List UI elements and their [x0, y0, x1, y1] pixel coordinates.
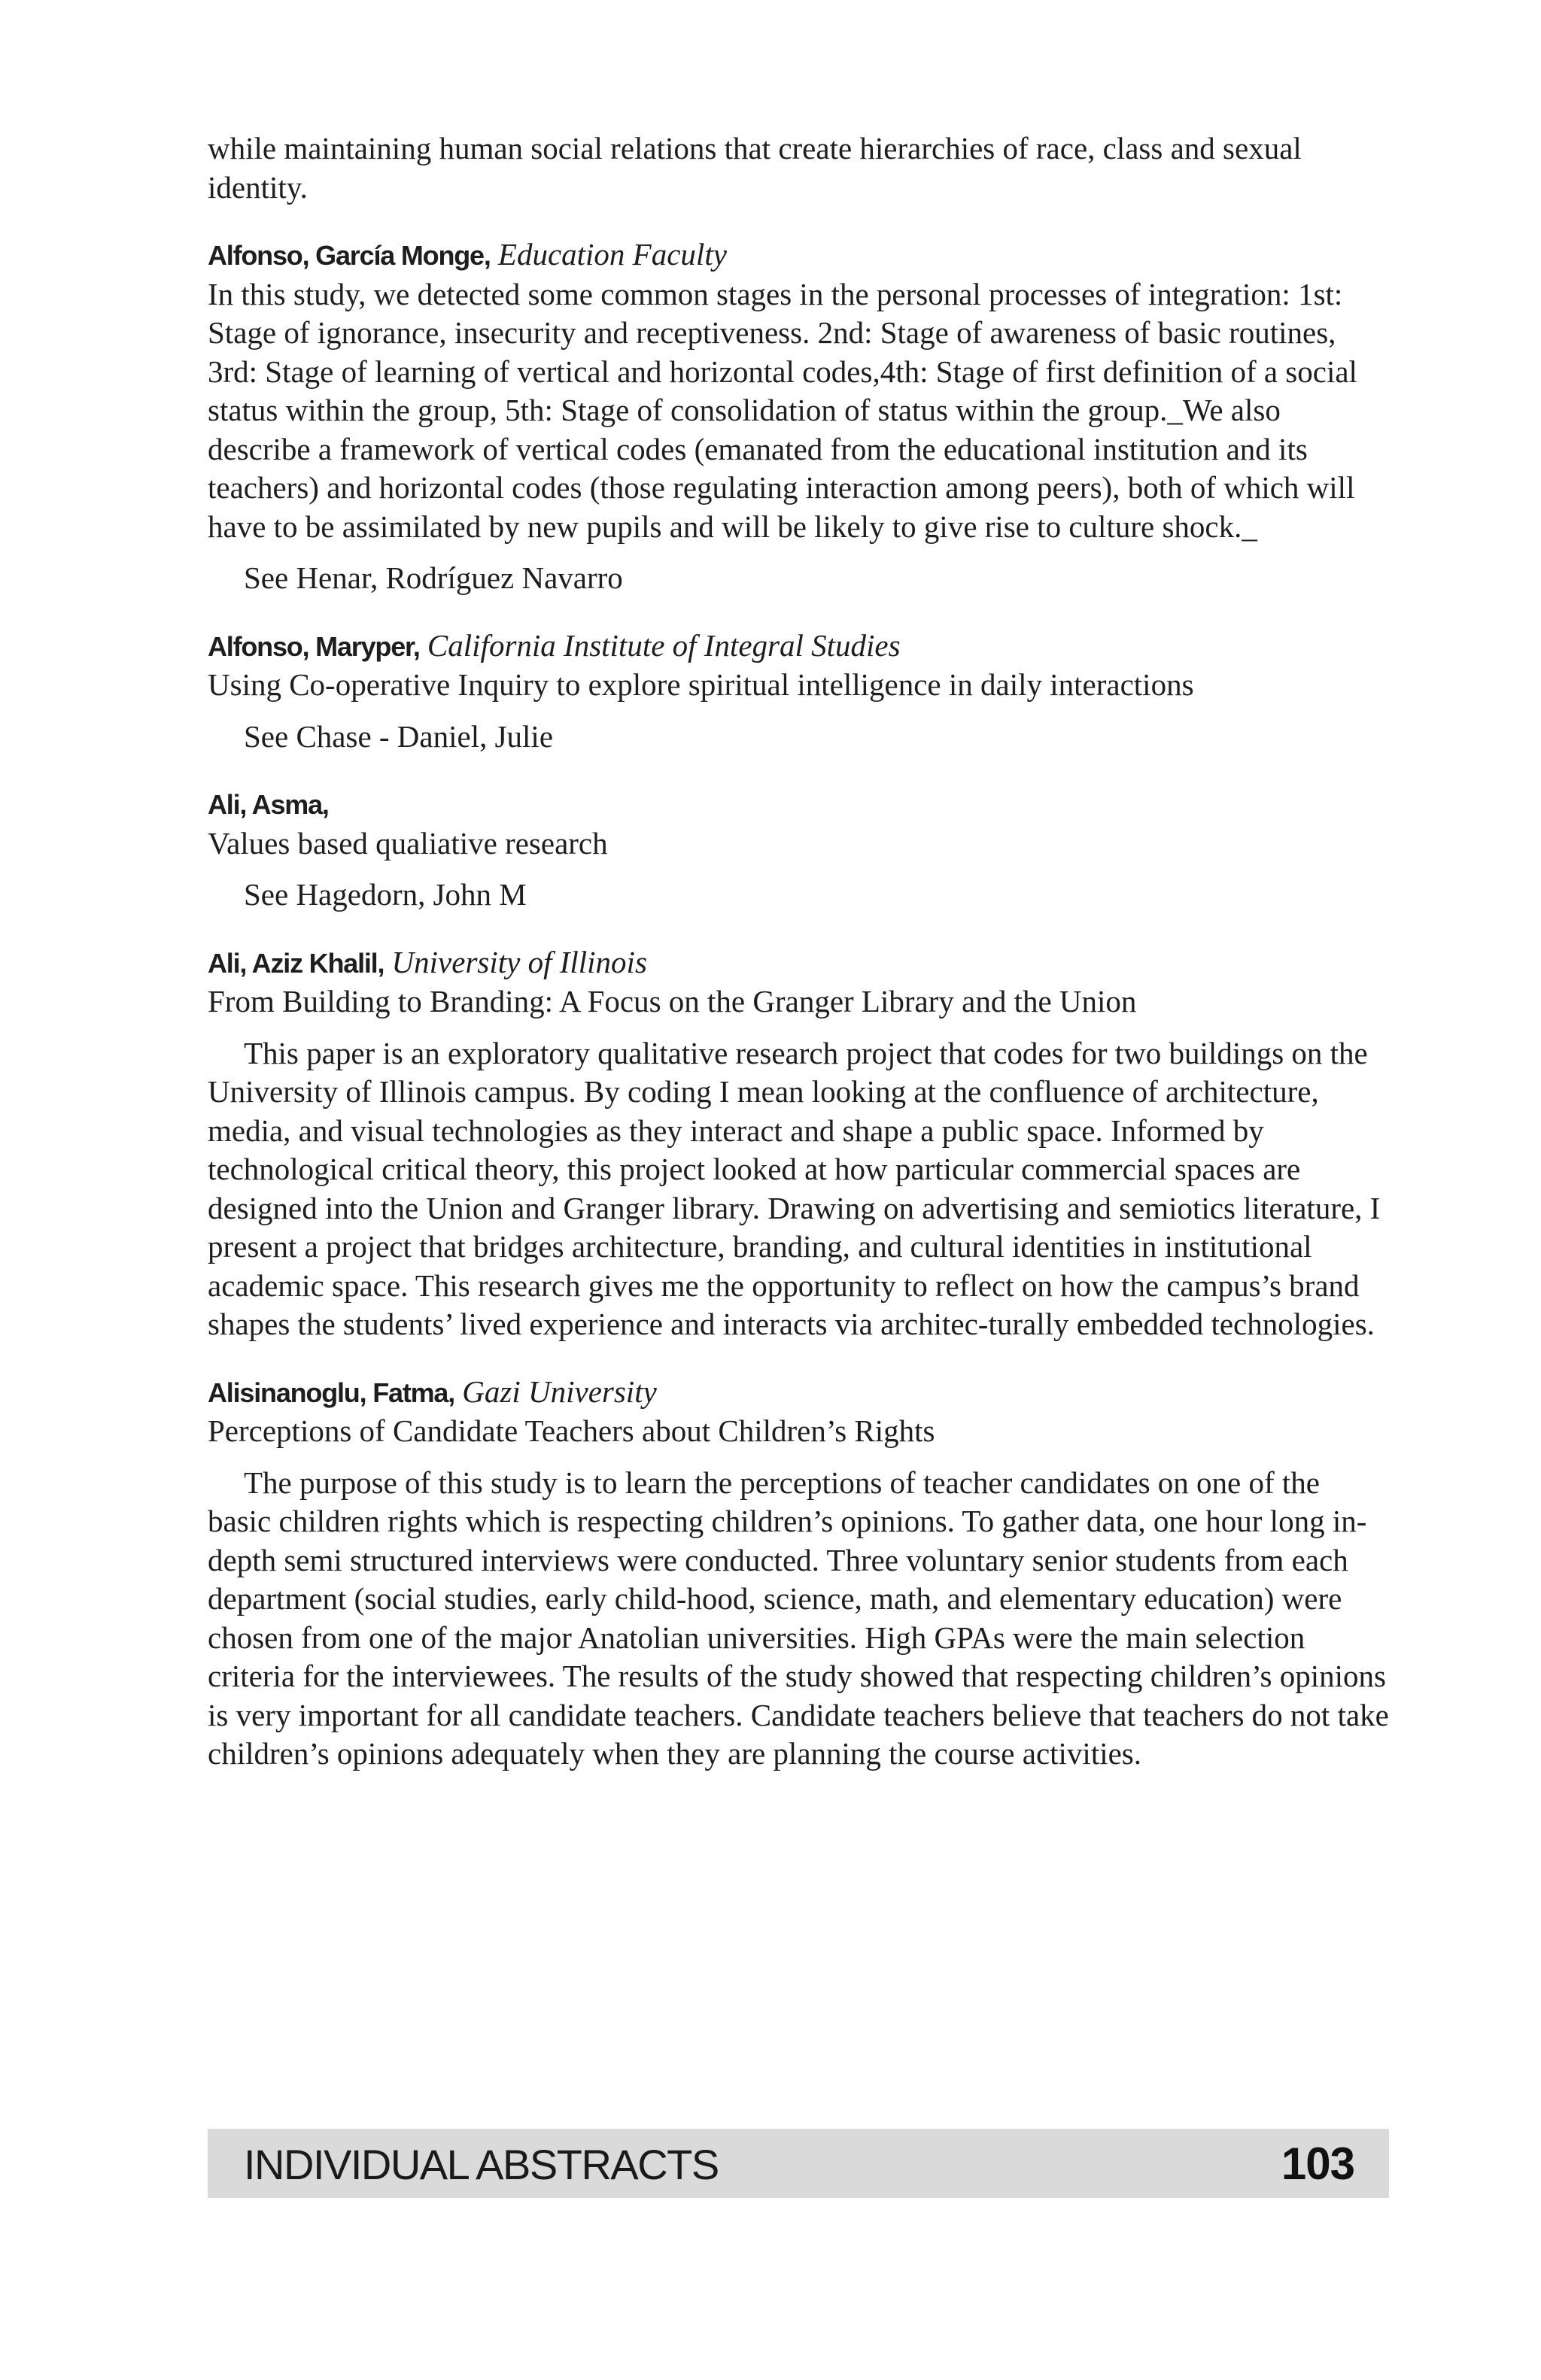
paper-title: Perceptions of Candidate Teachers about Children’s Rights — [208, 1413, 935, 1448]
abstract-text: The purpose of this study is to learn the perceptions of teacher candidates on one of the basic children rights which is respecting children’s opinions. To gather data, one hour long in-depth semi structured interviews were conducted. Three voluntary senior students from each department (social studies, early child-hood, science, math, and elementary education) were chosen from one of the major Anatolian universities. High GPAs were the main selection criteria for the interviewees. The results of the study showed that respecting children’s opinions is very important for all candidate teachers. Candidate teachers believe that teachers do not take children’s opinions adequately when they are planning the course activities. — [208, 1465, 1389, 1771]
paper-title: Values based qualiative research — [208, 825, 608, 861]
abstract-entry — [208, 235, 1389, 598]
continuation-text: while maintaining human social relations that create hierarchies of race, class and sexual identity. — [208, 131, 1302, 205]
paper-title: From Building to Branding: A Focus on the Granger Library and the Union — [208, 984, 1137, 1018]
abstract-entry — [208, 1373, 1389, 1774]
entry-heading — [208, 235, 1389, 275]
section-label: INDIVIDUAL ABSTRACTS — [244, 2141, 719, 2188]
page-body — [208, 129, 1389, 1774]
see-reference: See Hagedorn, John M — [244, 877, 527, 912]
abstract-entry — [208, 627, 1389, 757]
page-number: 103 — [1281, 2139, 1354, 2189]
abstract-entry — [208, 943, 1389, 1344]
entry-heading — [208, 627, 1389, 666]
entry-heading — [208, 943, 1389, 983]
author-name: Ali, Aziz Khalil, — [208, 947, 384, 979]
author-name: Alfonso, Maryper, — [208, 630, 420, 662]
paper-title: Using Co-operative Inquiry to explore spiritual intelligence in daily interactions — [208, 667, 1194, 702]
affiliation: Gazi University — [462, 1374, 657, 1409]
see-reference: See Henar, Rodríguez Navarro — [244, 560, 623, 595]
entry-heading — [208, 785, 1389, 824]
abstract-text: This paper is an exploratory qualitative research project that codes for two buildings on the University of Illinois campus. By coding I mean looking at the confluence of architecture, media, and visual technologies as they interact and shape a public space. Informed by technological critical theory, this project looked at how particular commercial spaces are designed into the Union and Granger library. Drawing on advertising and semiotics literature, I present a project that bridges architecture, branding, and cultural identities in institutional academic space. This research gives me the opportunity to reflect on how the campus’s brand shapes the students’ lived experience and interacts via architec-turally embedded technologies. — [208, 1035, 1381, 1341]
abstract-entry — [208, 785, 1389, 915]
entry-heading — [208, 1373, 1389, 1413]
affiliation: University of Illinois — [391, 944, 647, 979]
author-name: Ali, Asma, — [208, 789, 329, 820]
author-name: Alisinanoglu, Fatma, — [208, 1377, 455, 1408]
affiliation: California Institute of Integral Studies — [427, 627, 901, 663]
see-reference: See Chase - Daniel, Julie — [244, 718, 554, 754]
affiliation: Education Faculty — [497, 237, 727, 272]
author-name: Alfonso, García Monge, — [208, 240, 491, 271]
page-footer — [208, 2129, 1389, 2198]
abstract-text: In this study, we detected some common stages in the personal processes of integration: 1st: Stage of ignorance, insecurity and receptiveness. 2nd: Stage of awareness of basic routines, 3rd: Stage of learning of vertical and horizontal codes,4th: Stage of first definition of a social status within the group, 5th: Stage of consolidation of status within the group._We also describe a framework of vertical codes (emanated from the educational institution and its teachers) and horizontal codes (those regulating interaction among peers), both of which will have to be assimilated by new pupils and will be likely to give rise to culture shock._ — [208, 276, 1357, 544]
